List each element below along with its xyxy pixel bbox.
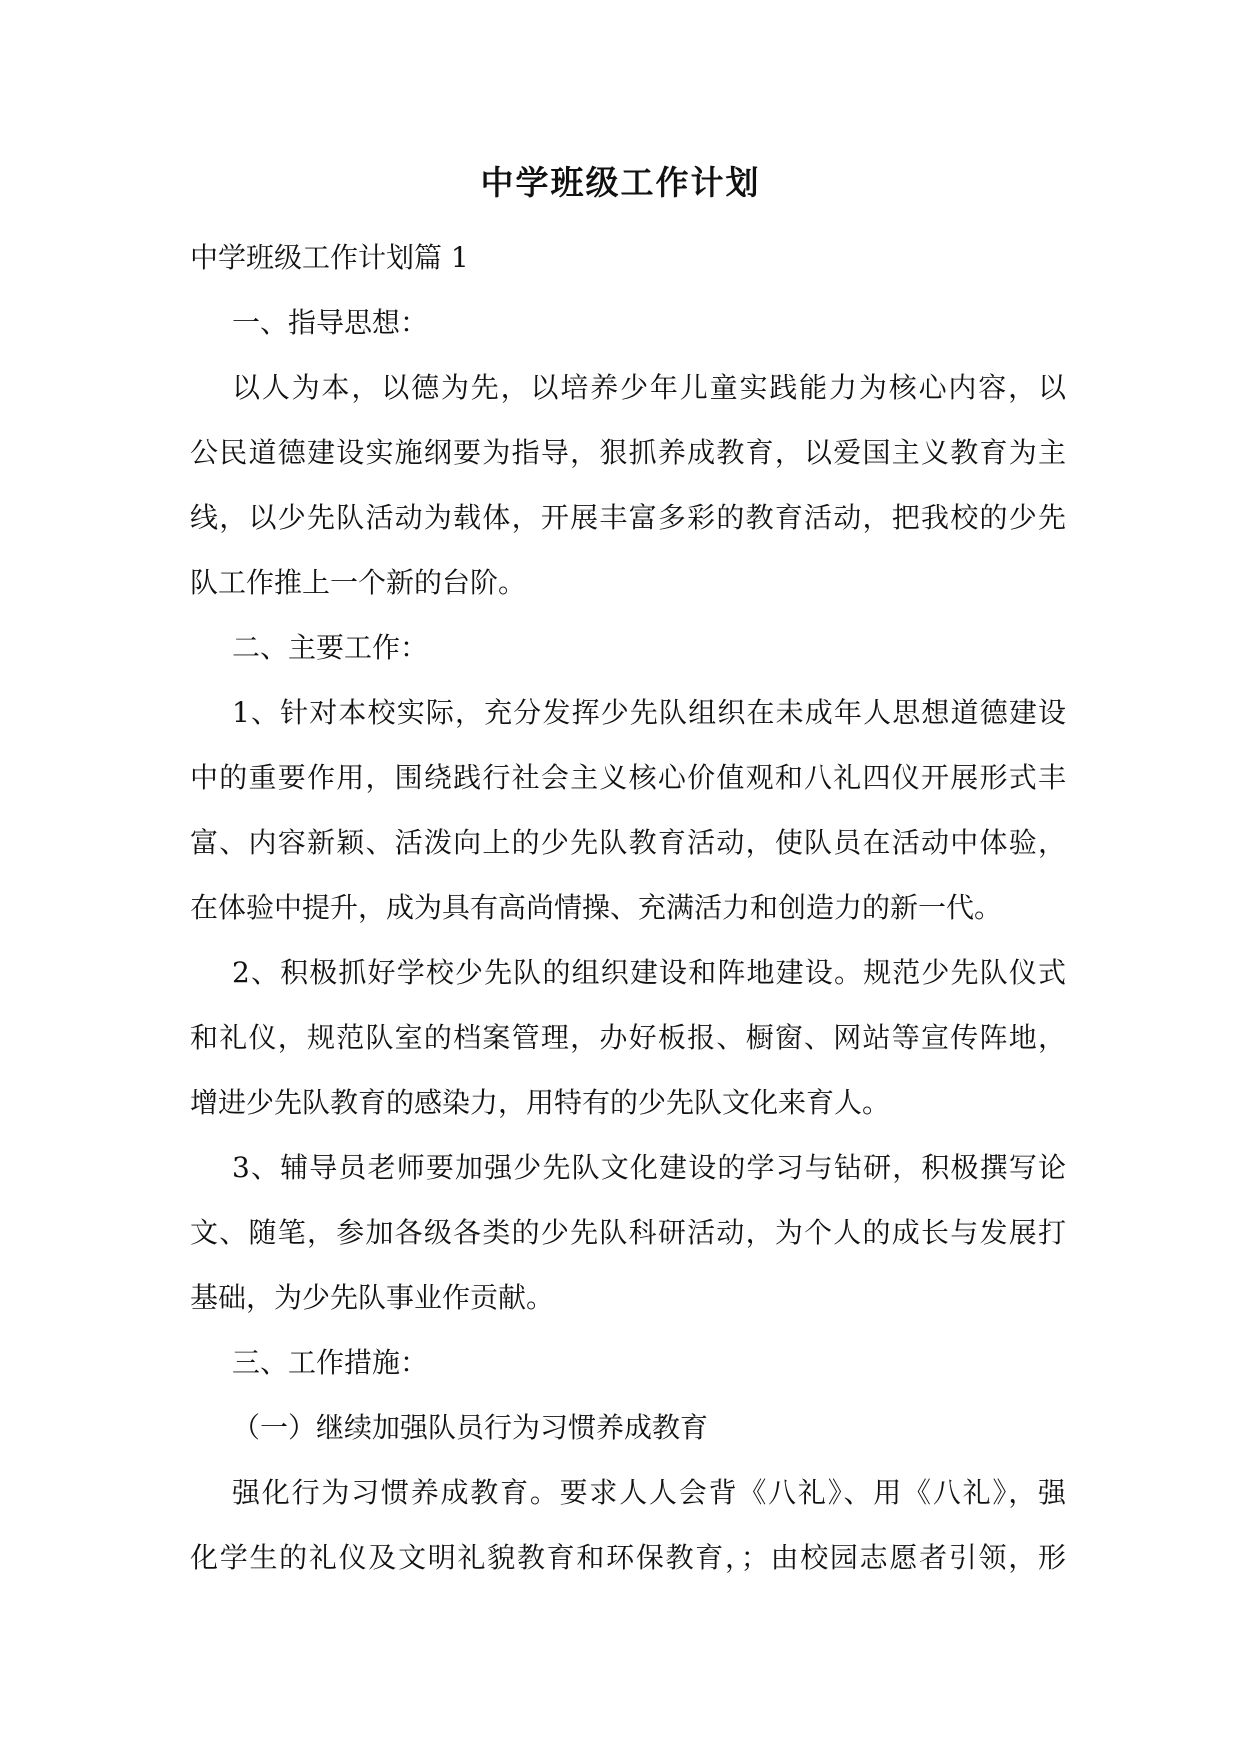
text-line: 化学生的礼仪及文明礼貌教育和环保教育，；由校园志愿者引领，形 [190, 1541, 1066, 1574]
text-line: 一、指导思想： [232, 306, 429, 339]
text-line: 中的重要作用，围绕践行社会主义核心价值观和八礼四仪开展形式丰 [190, 761, 1066, 794]
text-line: 文、随笔，参加各级各类的少先队科研活动，为个人的成长与发展打 [190, 1216, 1066, 1249]
text-line: 2、积极抓好学校少先队的组织建设和阵地建设。规范少先队仪式 [232, 956, 1066, 989]
text-line: 中学班级工作计划篇 1 [190, 241, 469, 274]
text-line: 增进少先队教育的感染力，用特有的少先队文化来育人。 [190, 1086, 891, 1119]
text-line: 和礼仪，规范队室的档案管理，办好板报、橱窗、网站等宣传阵地， [190, 1021, 1066, 1054]
text-line: 公民道德建设实施纲要为指导，狠抓养成教育，以爱国主义教育为主 [190, 436, 1066, 469]
text-line: 1、针对本校实际，充分发挥少先队组织在未成年人思想道德建设 [232, 696, 1066, 729]
text-line: 以人为本，以德为先，以培养少年儿童实践能力为核心内容，以 [232, 371, 1066, 404]
text-line: 富、内容新颖、活泼向上的少先队教育活动，使队员在活动中体验， [190, 826, 1066, 859]
text-line: 3、辅导员老师要加强少先队文化建设的学习与钻研，积极撰写论 [232, 1151, 1066, 1184]
text-line: （一）继续加强队员行为习惯养成教育 [232, 1411, 709, 1444]
text-line: 在体验中提升，成为具有高尚情操、充满活力和创造力的新一代。 [190, 891, 1003, 924]
text-line: 线，以少先队活动为载体，开展丰富多彩的教育活动，把我校的少先 [190, 501, 1066, 534]
document-title: 中学班级工作计划 [480, 163, 761, 202]
text-line: 三、工作措施： [232, 1346, 429, 1379]
text-line: 强化行为习惯养成教育。要求人人会背《八礼》、用《八礼》，强 [232, 1476, 1066, 1509]
text-line: 基础，为少先队事业作贡献。 [190, 1281, 555, 1314]
text-line: 二、主要工作： [232, 631, 429, 664]
document-body [190, 225, 1066, 1590]
text-line: 队工作推上一个新的台阶。 [190, 566, 527, 599]
